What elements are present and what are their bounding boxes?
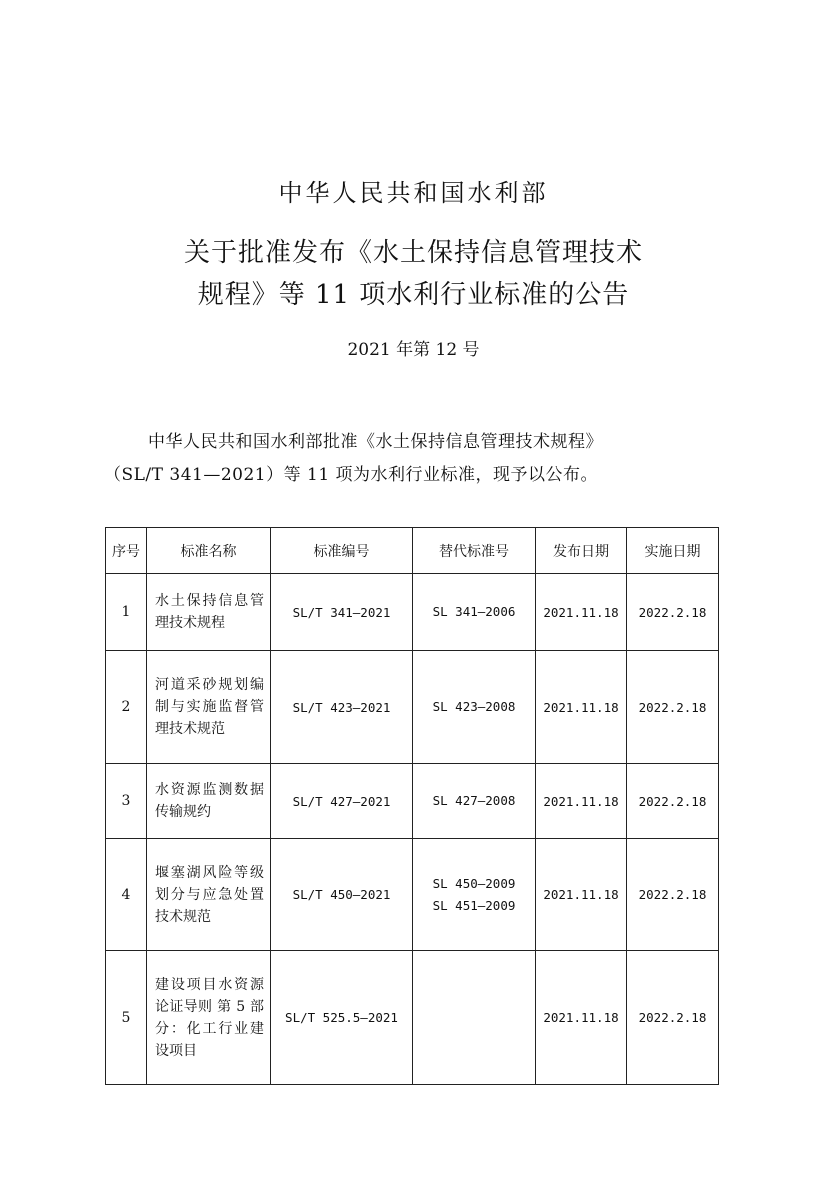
standard-name-cell: 建设项目水资源论证导则 第 5 部分：化工行业建设项目 (147, 951, 271, 1085)
issuer-heading: 中华人民共和国水利部 (278, 179, 549, 207)
replaced-code-cell (413, 651, 536, 764)
header-serial-number: 序号 (106, 528, 147, 574)
effective-date-cell: 2022.2.18 (627, 651, 719, 764)
release-date-cell: 2021.11.18 (536, 574, 627, 651)
body-line-1: 中华人民共和国水利部批准《水土保持信息管理技术规程》 (148, 432, 603, 452)
replaced-code-cell (413, 574, 536, 651)
table-header-row (106, 528, 719, 574)
replaced-code: SL 451—2009 (432, 897, 516, 913)
title-line-2: 规程》等 11 项水利行业标准的公告 (197, 280, 630, 310)
table-row (106, 574, 719, 651)
replaced-code: SL 450—2009 (432, 875, 516, 891)
standards-table (105, 527, 719, 1085)
header-replaced-code: 替代标准号 (413, 528, 536, 574)
announcement-body (104, 426, 724, 492)
standard-code-cell: SL/T 525.5—2021 (271, 951, 413, 1085)
serial-number-cell: 3 (106, 764, 147, 839)
title-line-1: 关于批准发布《水土保持信息管理技术 (183, 238, 643, 268)
serial-number-cell: 4 (106, 839, 147, 951)
header-standard-name: 标准名称 (147, 528, 271, 574)
table-row (106, 951, 719, 1085)
replaced-code-cell (413, 764, 536, 839)
release-date-cell: 2021.11.18 (536, 951, 627, 1085)
body-line-2: （SL/T 341—2021）等 11 项为水利行业标准，现予以公布。 (104, 465, 599, 485)
table-row (106, 839, 719, 951)
effective-date-cell: 2022.2.18 (627, 574, 719, 651)
release-date-cell: 2021.11.18 (536, 651, 627, 764)
effective-date-cell: 2022.2.18 (627, 951, 719, 1085)
release-date-cell: 2021.11.18 (536, 764, 627, 839)
standard-name-cell: 堰塞湖风险等级划分与应急处置技术规范 (147, 839, 271, 951)
serial-number-cell: 5 (106, 951, 147, 1085)
document-number: 2021 年第 12 号 (347, 340, 480, 360)
standard-name-cell: 水土保持信息管理技术规程 (147, 574, 271, 651)
replaced-code: SL 427—2008 (432, 793, 516, 808)
standard-code-cell: SL/T 341—2021 (271, 574, 413, 651)
effective-date-cell: 2022.2.18 (627, 764, 719, 839)
standard-name-cell: 水资源监测数据传输规约 (147, 764, 271, 839)
serial-number-cell: 2 (106, 651, 147, 764)
replaced-code-cell (413, 951, 536, 1085)
standard-code-cell: SL/T 427—2021 (271, 764, 413, 839)
release-date-cell: 2021.11.18 (536, 839, 627, 951)
announcement-title (0, 232, 827, 316)
replaced-code: SL 423—2008 (432, 699, 516, 714)
header-release-date: 发布日期 (536, 528, 627, 574)
replaced-code-cell (413, 839, 536, 951)
serial-number-cell: 1 (106, 574, 147, 651)
table-row (106, 764, 719, 839)
table-row (106, 651, 719, 764)
effective-date-cell: 2022.2.18 (627, 839, 719, 951)
standard-code-cell: SL/T 450—2021 (271, 839, 413, 951)
replaced-code: SL 341—2006 (432, 604, 516, 619)
standard-name-cell: 河道采砂规划编制与实施监督管理技术规范 (147, 651, 271, 764)
header-effective-date: 实施日期 (627, 528, 719, 574)
header-standard-code: 标准编号 (271, 528, 413, 574)
standard-code-cell: SL/T 423—2021 (271, 651, 413, 764)
